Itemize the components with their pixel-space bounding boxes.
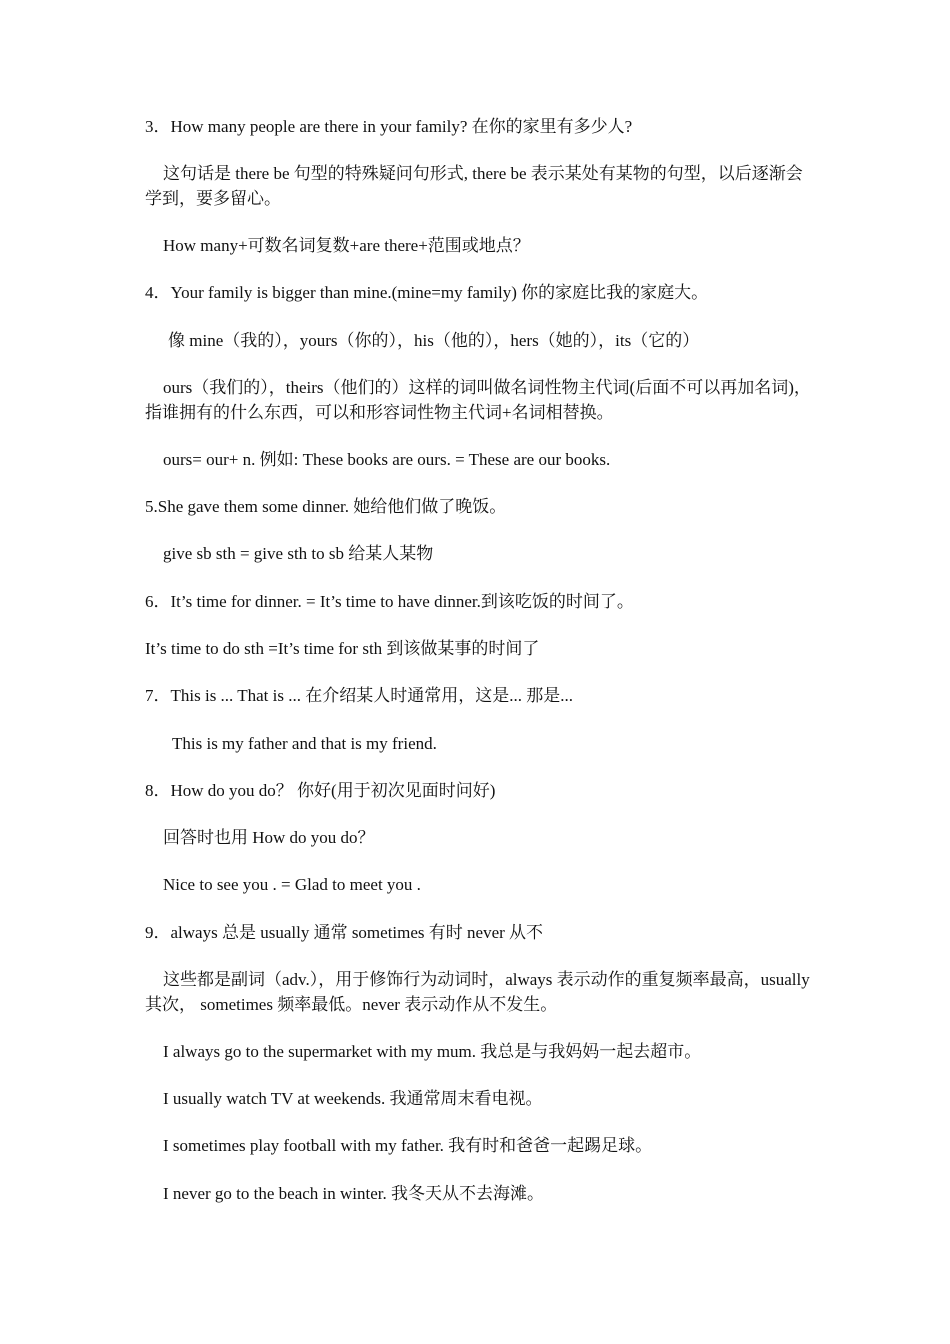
item-9-example-sometimes: I sometimes play football with my father. 我有时和爸爸一起踢足球。 (163, 1136, 653, 1155)
item-3-explanation: 这句话是 there be 句型的特殊疑问句形式, there be 表示某处有某物的句型，以后逐渐会学到，要多留心。 (145, 164, 803, 208)
item-9-example-usually: I usually watch TV at weekends. 我通常周末看电视。 (163, 1089, 543, 1108)
item-4-explanation: ours（我们的），theirs（他们的）这样的词叫做名词性物主代词(后面不可以再加名词)，指谁拥有的什么东西，可以和形容词性物主代词+名词相替换。 (145, 378, 811, 422)
item-7-example: This is my father and that is my friend. (172, 734, 437, 753)
item-4-pronoun-list: 像 mine（我的），yours（你的），his（他的），hers（她的），its（它的） (168, 331, 700, 350)
item-4-example: ours= our+ n. 例如: These books are ours. = These are our books. (163, 450, 611, 469)
item-6-heading: 6．It’s time for dinner. = It’s time to have dinner.到该吃饭的时间了。 (145, 592, 634, 611)
item-5-heading: 5.She gave them some dinner. 她给他们做了晚饭。 (145, 497, 507, 516)
item-3-heading: 3．How many people are there in your family? 在你的家里有多少人? (145, 117, 633, 136)
item-7-heading: 7．This is ... That is ... 在介绍某人时通常用，这是... 那是... (145, 686, 573, 705)
item-8-heading: 8．How do you do？ 你好(用于初次见面时问好) (145, 781, 496, 800)
item-4-heading: 4．Your family is bigger than mine.(mine=my family) 你的家庭比我的家庭大。 (145, 283, 709, 302)
item-9-example-never: I never go to the beach in winter. 我冬天从不去海滩。 (163, 1184, 545, 1203)
item-9-example-always: I always go to the supermarket with my mum. 我总是与我妈妈一起去超市。 (163, 1042, 702, 1061)
item-9-heading: 9．always 总是 usually 通常 sometimes 有时 never 从不 (145, 923, 544, 942)
item-5-pattern: give sb sth = give sth to sb 给某人某物 (163, 544, 434, 563)
item-8-example: Nice to see you . = Glad to meet you . (163, 875, 421, 894)
item-6-pattern: It’s time to do sth =It’s time for sth 到该做某事的时间了 (145, 639, 540, 658)
item-8-reply: 回答时也用 How do you do？ (163, 828, 375, 847)
item-3-pattern: How many+可数名词复数+are there+范围或地点？ (163, 236, 530, 255)
item-9-explanation: 这些都是副词（adv.），用于修饰行为动词时，always 表示动作的重复频率最高，usually 其次， sometimes 频率最低。never 表示动作从不发生。 (145, 970, 810, 1014)
